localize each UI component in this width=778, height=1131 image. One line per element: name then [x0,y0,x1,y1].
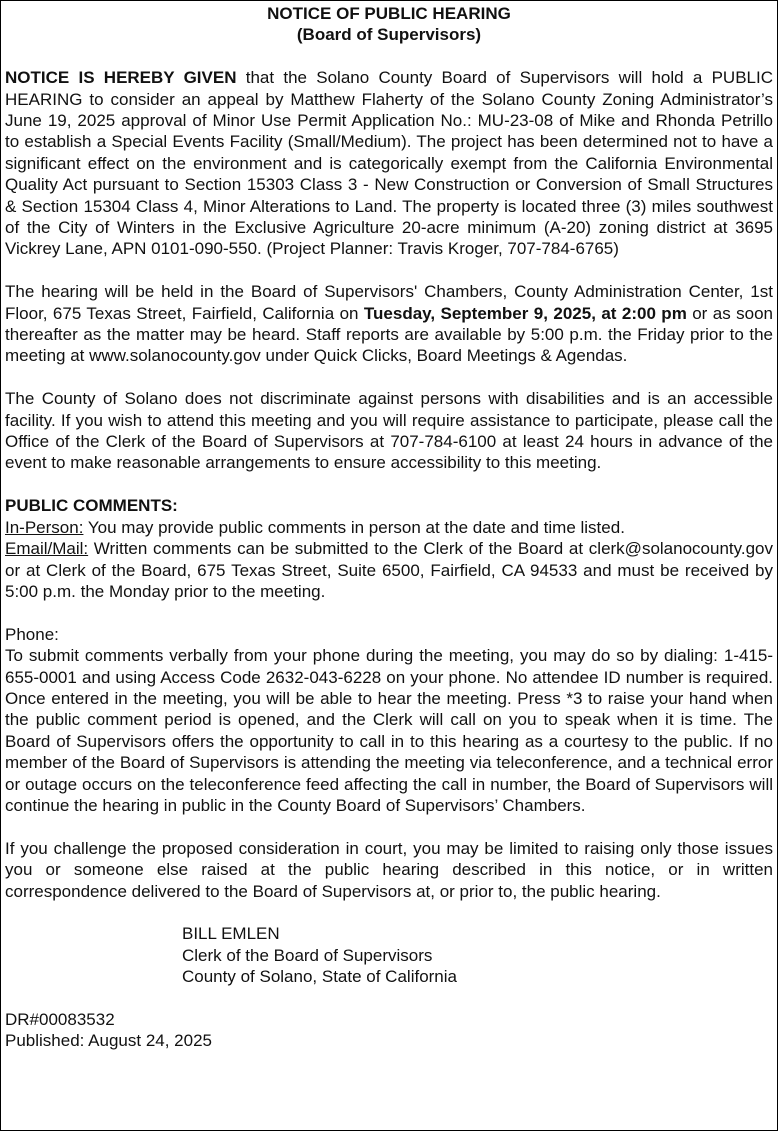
published-date: Published: August 24, 2025 [5,1031,212,1051]
accessibility-paragraph: The County of Solano does not discriminate against persons with disabilities and is an accessible facility. If you wish to attend this meeting and you will require assistance to participate, please call the Office of the Clerk of the Board of Supervisors at 707-784-6100 at least 24 hours in advance of the event to make reasonable arrangements to ensure accessibility to this meeting. [5,389,773,473]
challenge-paragraph: If you challenge the proposed consideration in court, you may be limited to raising only those issues you or someone else raised at the public hearing described in this notice, or in written correspondence delivered to the Board of Supervisors at, or prior to, the public hearing. [5,838,773,901]
public-comments-heading: PUBLIC COMMENTS: [5,496,178,516]
signature-org: County of Solano, State of California [182,967,457,987]
reference-number: DR#00083532 [5,1009,115,1029]
hearing-text-after: or as soon thereafter as the matter may be heard. Staff reports are available by 5:00 p.m. the Friday prior to the meeting at www.solanocounty.gov under Quick Clicks, Board Meetings & Agendas. [5,303,774,366]
in-person-paragraph [5,517,773,538]
notice-footer [5,1009,773,1052]
notice-header [5,3,773,46]
public-comments-section [5,495,773,602]
intro-text: that the Solano County Board of Supervisors will hold a PUBLIC HEARING to consider an appeal by Matthew Flaherty of the Solano County Zoning Administrator’s June 19, 2025 approval of Minor Use Permit Application No.: MU-23-08 of Mike and Rhonda Petrillo to establish a Special Events Facility (Small/Medium). The project has been determined not to have a significant effect on the environment and is categorically exempt from the California Environmental Quality Act pursuant to Section 15303 Class 3 - New Construction or Conversion of Small Structures & Section 15304 Class 4, Minor Alterations to Land. The property is located three (3) miles southwest of the City of Winters in the Exclusive Agriculture 20-acre minimum (A-20) zoning district at 3695 Vickrey Lane, APN 0101-090-550. (Project Planner: Travis Kroger, 707-784-6765) [5,68,773,259]
intro-lead: NOTICE IS HEREBY GIVEN [5,68,237,88]
hearing-paragraph [5,281,773,367]
signature-title: Clerk of the Board of Supervisors [182,945,433,965]
notice-title: NOTICE OF PUBLIC HEARING [267,4,511,23]
email-text: Written comments can be submitted to the Clerk of the Board at clerk@solanocounty.gov or at Clerk of the Board, 675 Texas Street, Suite 6500, Fairfield, CA 94533 and must be received by 5:00 p.m. the Monday prior to the meeting. [5,539,773,601]
phone-paragraph: To submit comments verbally from your phone during the meeting, you may do so by dialing: 1-415-655-0001 and using Access Code 2632-043-6228 on your phone. No attendee ID number is required. Once entered in the meeting, you will be able to hear the meeting. Press *3 to raise your hand when the public comment period is opened, and the Clerk will call on you to speak when it is time. The Board of Supervisors offers the opportunity to call in to this hearing as a courtesy to the public. If no member of the Board of Supervisors is attending the meeting via teleconference, and a technical error or outage occurs on the teleconference feed affecting the call in number, the Board of Supervisors will continue the hearing in public in the County Board of Supervisors’ Chambers. [5,646,773,815]
hearing-date-time: Tuesday, September 9, 2025, at 2:00 pm [363,303,687,323]
email-paragraph [5,538,773,602]
phone-section [5,624,773,817]
email-label: Email/Mail: [5,539,89,559]
signature-name: BILL EMLEN [182,924,280,944]
notice-subtitle: (Board of Supervisors) [296,25,482,45]
signature-block [5,923,773,987]
hearing-text-before: The hearing will be held in the Board of Supervisors' Chambers, County Administration Center, 1st Floor, 675 Texas Street, Fairfield, California on [5,282,773,323]
phone-label: Phone: [5,624,59,644]
in-person-label: In-Person: [5,517,84,537]
intro-paragraph [5,67,773,260]
in-person-text: You may provide public comments in person at the date and time listed. [83,517,625,537]
